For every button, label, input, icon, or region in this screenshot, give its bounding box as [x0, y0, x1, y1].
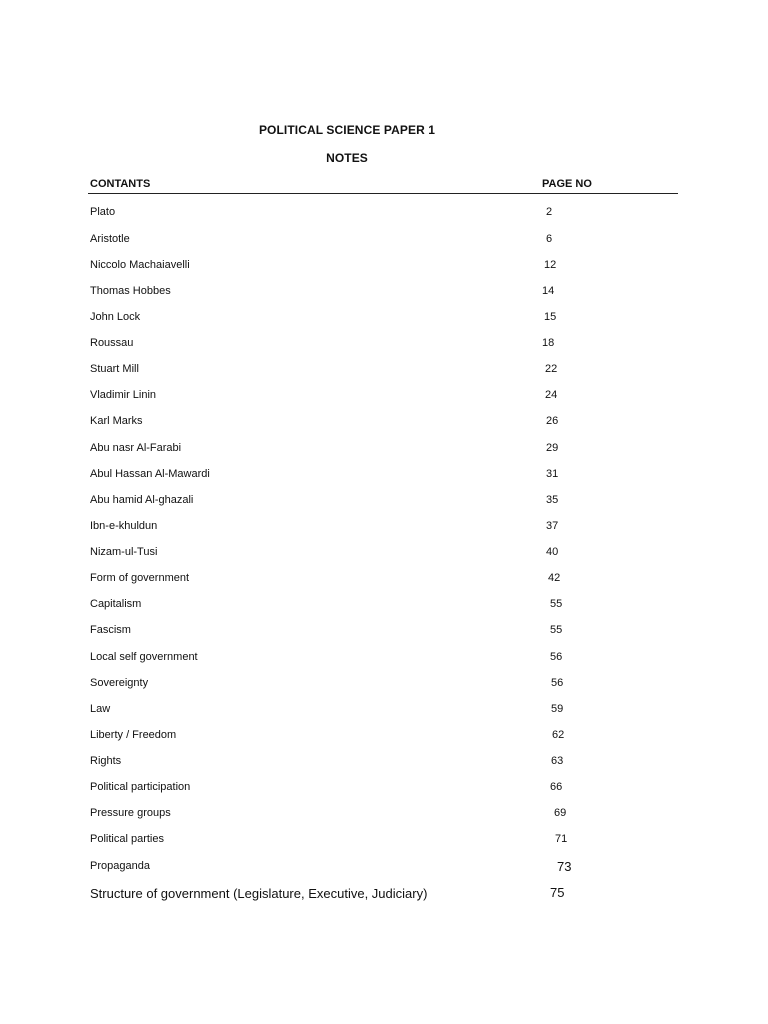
toc-entry-label: Capitalism: [90, 598, 142, 610]
toc-entry-page-number: 55: [550, 624, 563, 636]
toc-entry-label: Plato: [90, 206, 116, 218]
toc-entry-label: Stuart Mill: [90, 363, 139, 375]
toc-entry-page-number: 29: [546, 442, 559, 454]
toc-entry-label: Abul Hassan Al-Mawardi: [90, 468, 210, 480]
document-subtitle: NOTES: [326, 151, 368, 165]
toc-entry-label: Political participation: [90, 781, 191, 793]
toc-entry-label: Abu nasr Al-Farabi: [90, 442, 182, 454]
contents-column-header: CONTANTS: [90, 178, 151, 190]
toc-entry-page-number: 42: [548, 572, 561, 584]
toc-entry-label: Liberty / Freedom: [90, 729, 177, 741]
toc-entry-page-number: 35: [546, 494, 559, 506]
toc-entry-label: Niccolo Machaiavelli: [90, 259, 190, 271]
toc-entry-label: Thomas Hobbes: [90, 285, 171, 297]
toc-entry-label: Sovereignty: [90, 677, 149, 689]
toc-entry-label: Local self government: [90, 651, 198, 663]
toc-entry-label: Pressure groups: [90, 807, 171, 819]
toc-entry-label: Rights: [90, 755, 122, 767]
toc-entry-label: Propaganda: [90, 860, 150, 872]
toc-entry-page-number: 18: [542, 337, 555, 349]
toc-entry-page-number: 75: [550, 885, 565, 900]
toc-entry-label: Form of government: [90, 572, 190, 584]
toc-entry-page-number: 12: [544, 259, 557, 271]
toc-entry-label: Karl Marks: [90, 415, 143, 427]
toc-entry-page-number: 6: [546, 233, 553, 245]
toc-entry-page-number: 15: [544, 311, 557, 323]
page-number-column-header: PAGE NO: [542, 178, 592, 190]
toc-entry-page-number: 69: [554, 807, 567, 819]
toc-entry-page-number: 24: [545, 389, 558, 401]
toc-entry-page-number: 73: [557, 859, 572, 874]
toc-entry-page-number: 59: [551, 703, 564, 715]
toc-entry-label: Law: [90, 703, 111, 715]
toc-entry-page-number: 63: [551, 755, 564, 767]
toc-entry-page-number: 66: [550, 781, 563, 793]
toc-entry-label: Fascism: [90, 624, 131, 636]
toc-entry-page-number: 56: [551, 677, 564, 689]
toc-entry-label: Roussau: [90, 337, 134, 349]
toc-entry-page-number: 71: [555, 833, 568, 845]
toc-entry-label: Aristotle: [90, 233, 130, 245]
toc-entry-label: John Lock: [90, 311, 141, 323]
toc-entry-label: Vladimir Linin: [90, 389, 157, 401]
toc-entry-page-number: 56: [550, 651, 563, 663]
toc-entry-page-number: 2: [546, 206, 553, 218]
toc-entry-page-number: 40: [546, 546, 559, 558]
toc-entry-page-number: 22: [545, 363, 558, 375]
toc-entry-page-number: 26: [546, 415, 559, 427]
toc-entry-page-number: 14: [542, 285, 555, 297]
toc-entry-page-number: 37: [546, 520, 559, 532]
header-divider: [88, 193, 678, 194]
toc-entry-label: Structure of government (Legislature, Executive, Judiciary): [90, 886, 428, 901]
toc-entry-label: Ibn-e-khuldun: [90, 520, 158, 532]
toc-entry-page-number: 55: [550, 598, 563, 610]
toc-entry-label: Nizam-ul-Tusi: [90, 546, 158, 558]
toc-entry-label: Abu hamid Al-ghazali: [90, 494, 194, 506]
toc-entry-page-number: 31: [546, 468, 559, 480]
document-title: POLITICAL SCIENCE PAPER 1: [258, 123, 436, 137]
toc-entry-label: Political parties: [90, 833, 164, 845]
toc-entry-page-number: 62: [552, 729, 565, 741]
